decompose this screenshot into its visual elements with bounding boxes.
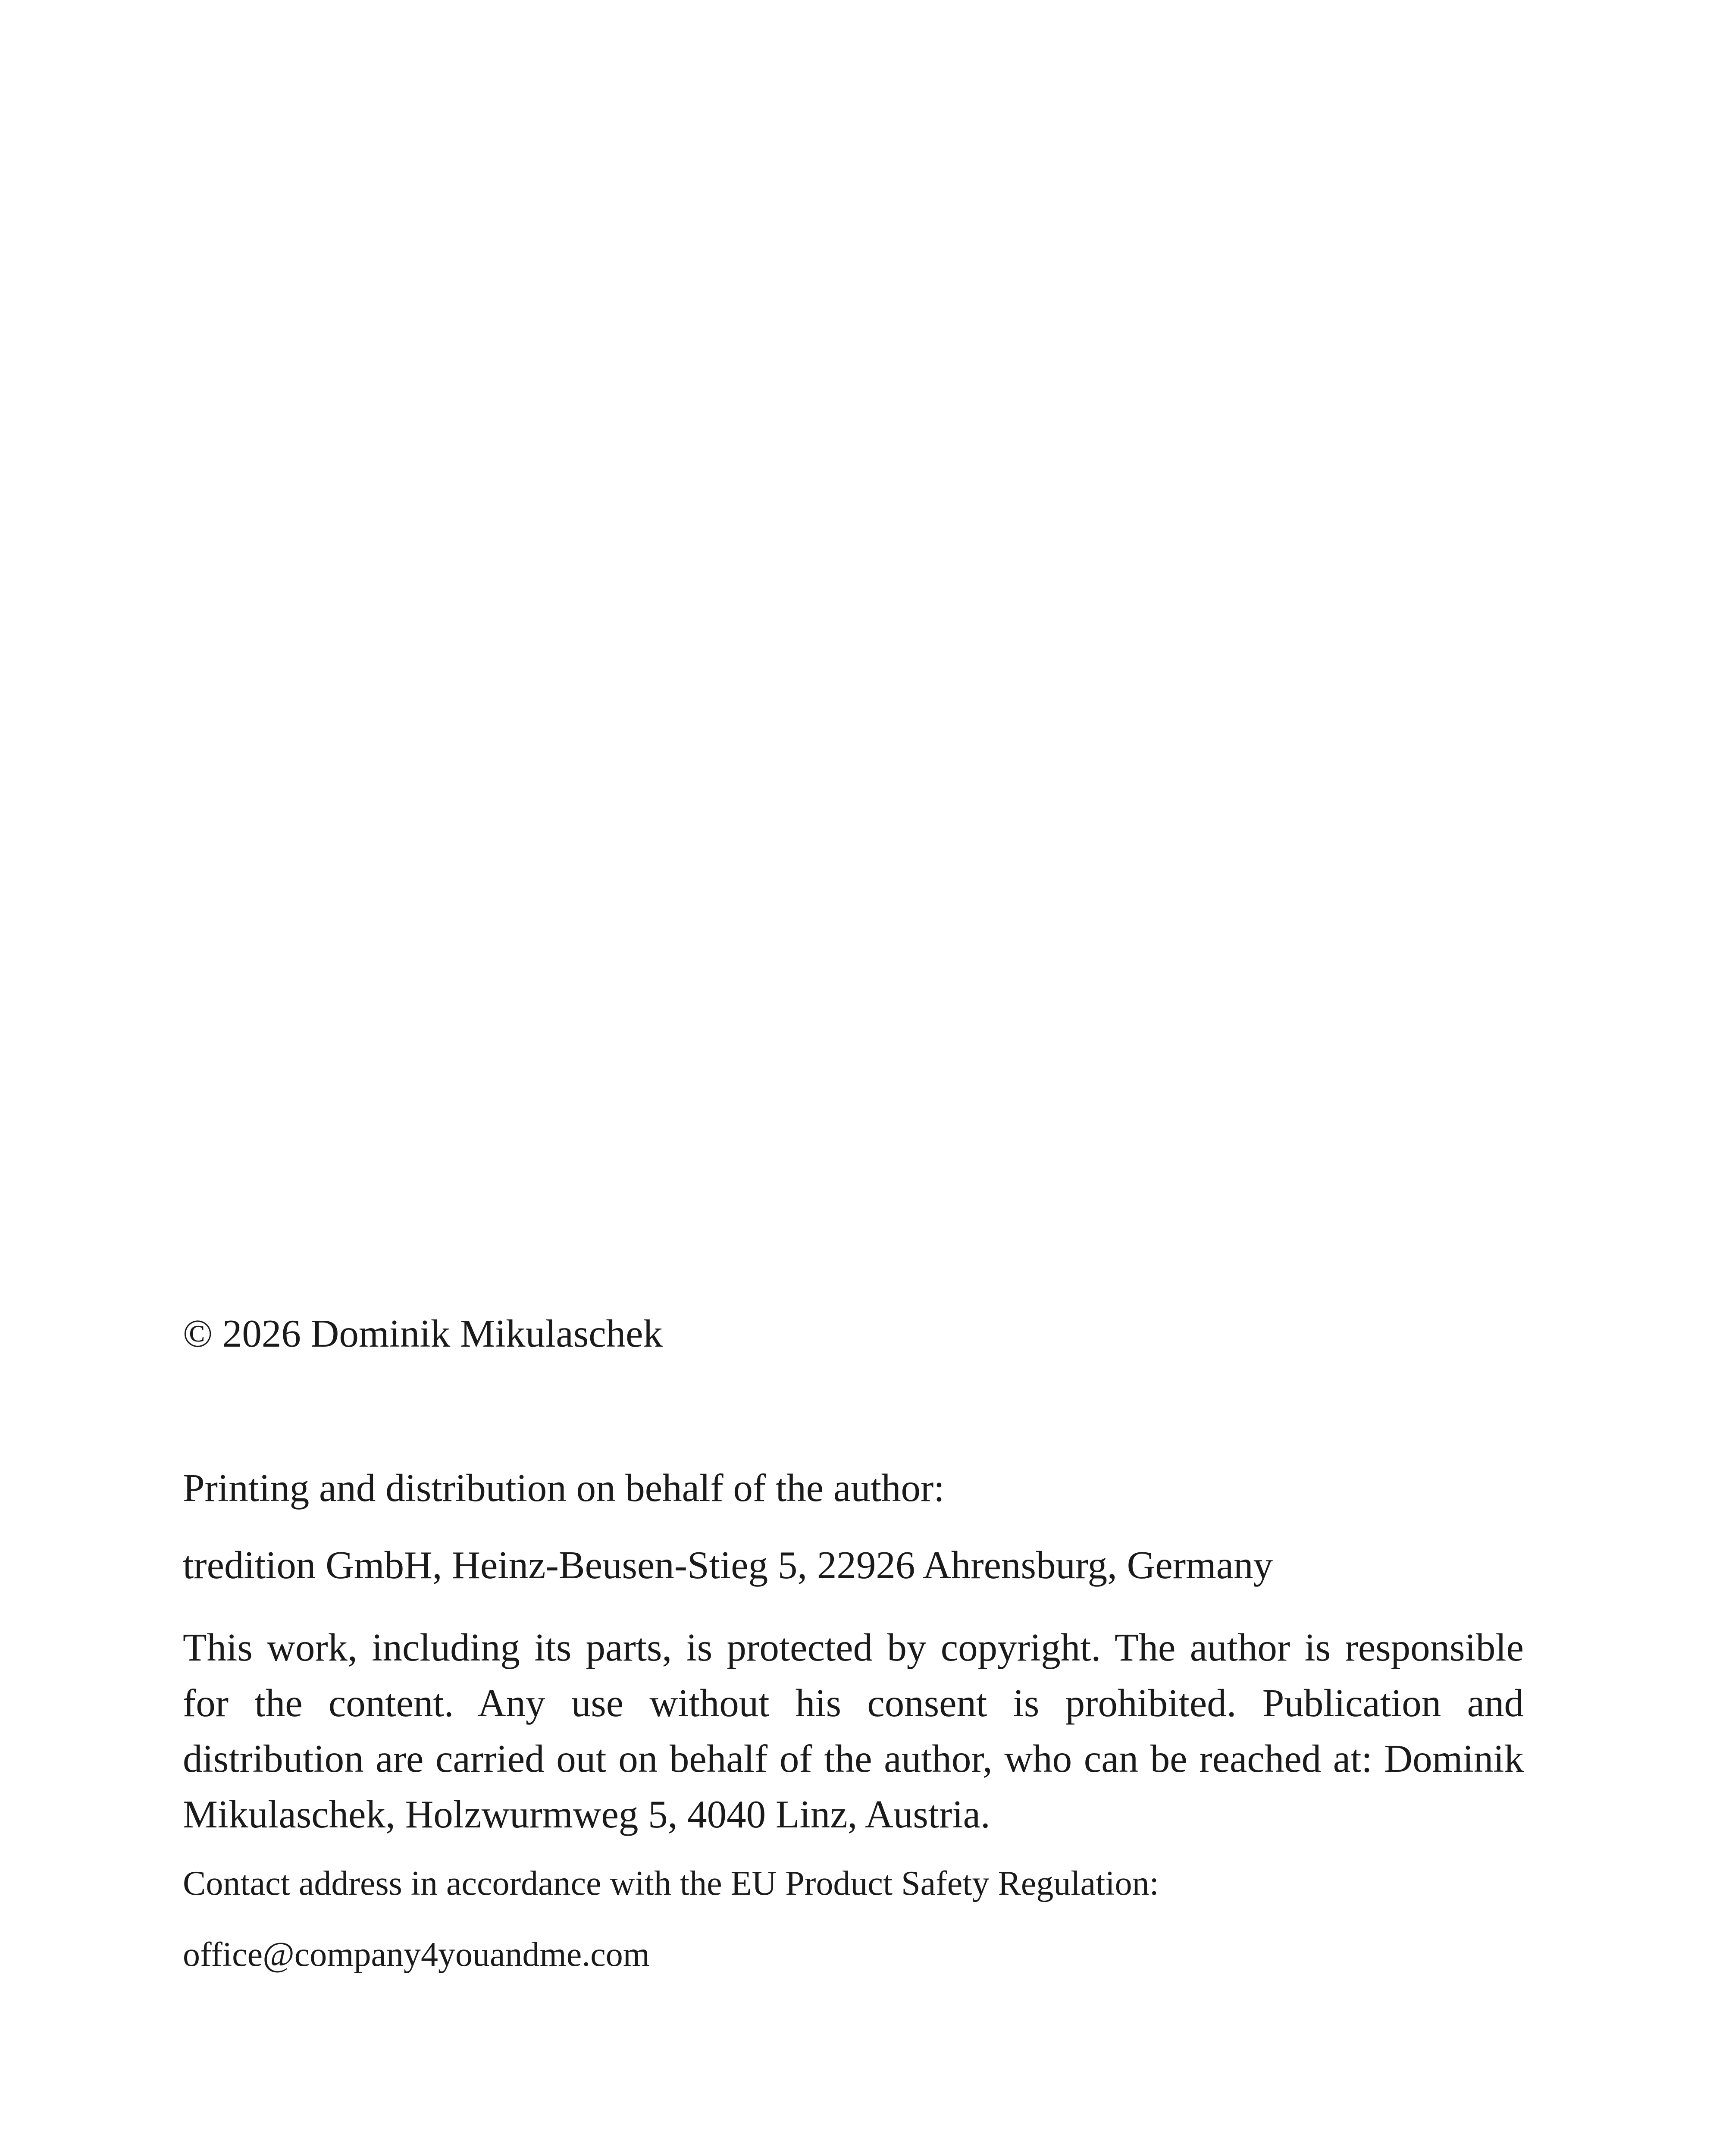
printing-distribution-label: Printing and distribution on behalf of the author: [183,1466,945,1510]
copyright-notice-paragraph: This work, including its parts, is protected by copyright. The author is responsible for the content. Any use without his consent is prohibited. Publication and distribution are carried out on behalf of the author, who can be reached at: Dominik Mikulaschek, Holzwurmweg 5, 4040 Linz, Austria. [183,1626,1524,1836]
contact-email: office@company4youandme.com [183,1936,650,1974]
copyright-line: © 2026 Dominik Mikulaschek [183,1312,663,1355]
contact-address-label: Contact address in accordance with the EU Product Safety Regulation: [183,1865,1159,1902]
publisher-address: tredition GmbH, Heinz-Beusen-Stieg 5, 22926 Ahrensburg, Germany [183,1543,1273,1587]
